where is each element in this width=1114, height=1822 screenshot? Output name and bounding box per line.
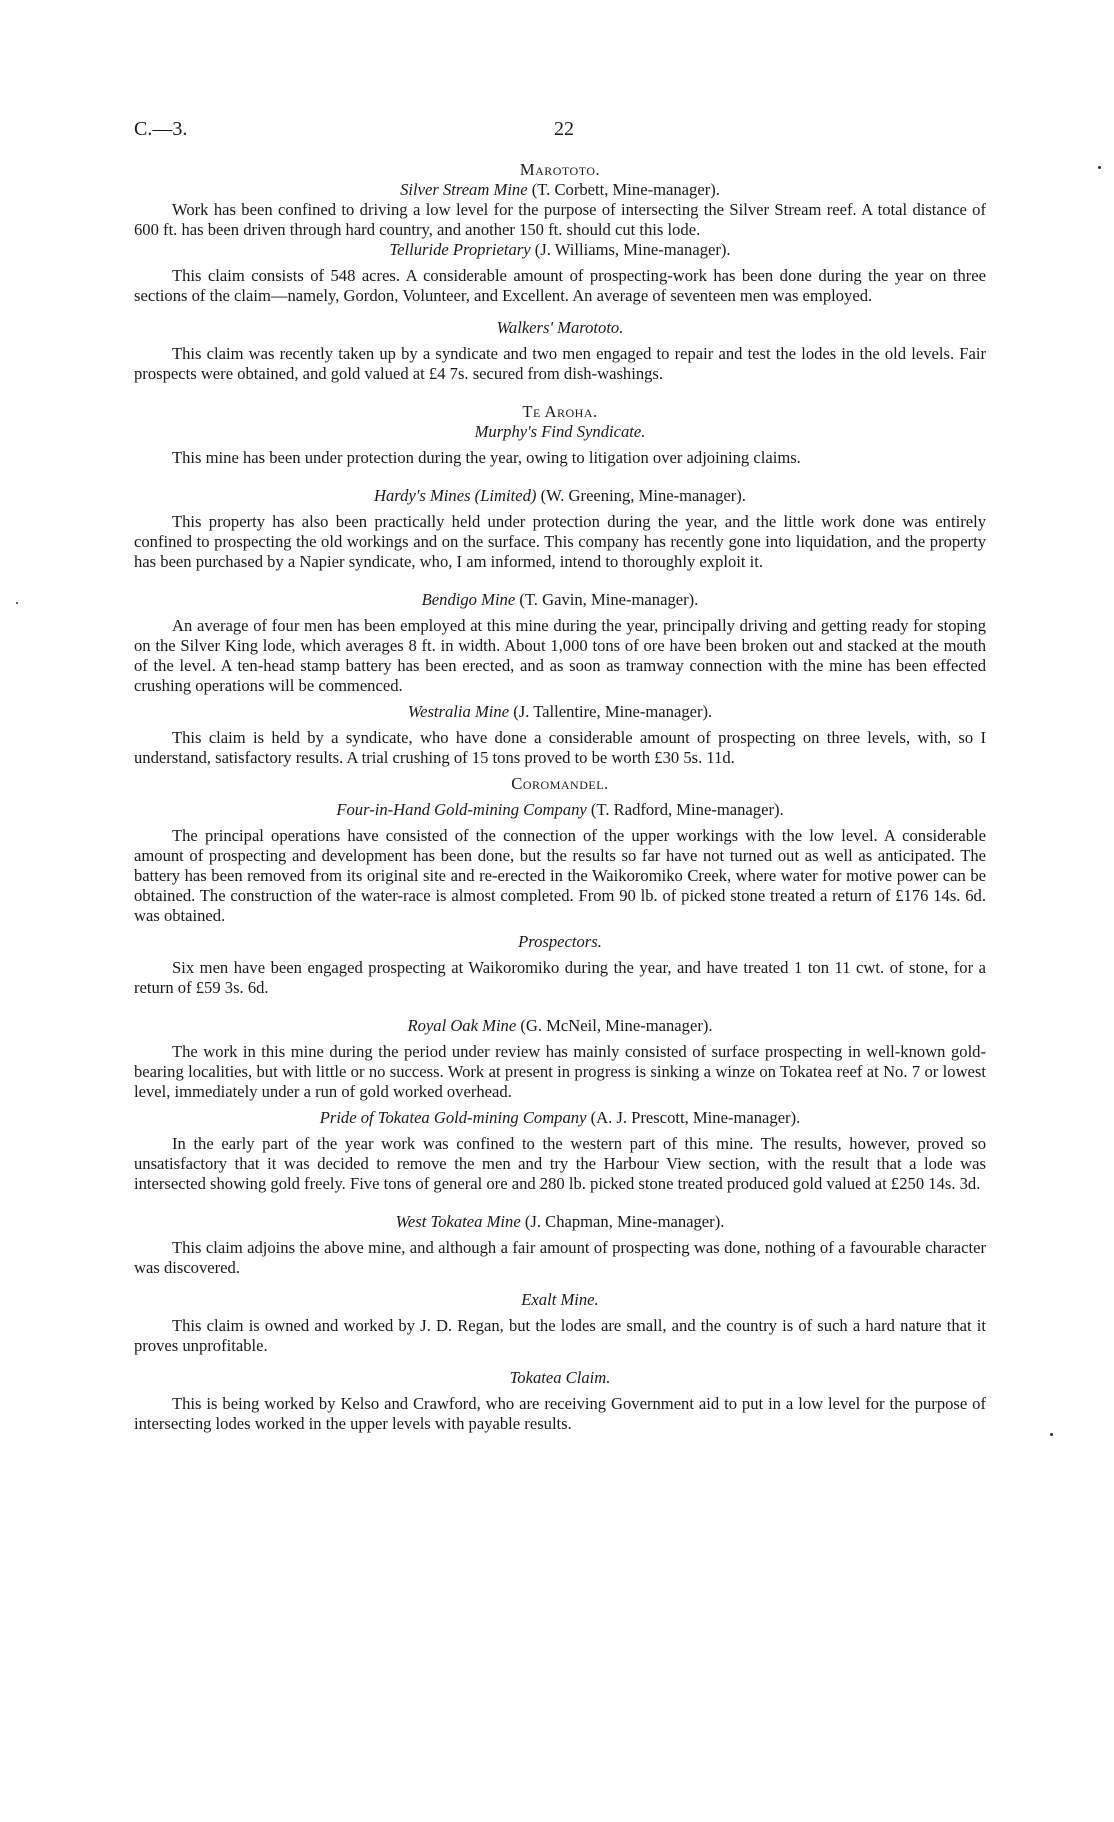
mine-name: Murphy's Find Syndicate. (474, 422, 646, 441)
mine-name: Pride of Tokatea Gold-mining Company (319, 1108, 587, 1127)
mine-name: West Tokatea Mine (395, 1212, 521, 1231)
paragraph-telluride: This claim consists of 548 acres. A considerable amount of prospecting-work has been done during the year on three sections of the claim—namely, Gordon, Volunteer, and Excellent. An average of seventeen men was employed. (134, 266, 986, 305)
mine-heading-pride-of-tokatea (134, 1108, 986, 1128)
paragraph-four-in-hand: The principal operations have consisted of the connection of the upper workings with the low level. A considerable amount of prospecting and development has been done, but the results so far have not turned out as well as anticipated. The battery has been removed from its original site and re-erected in the Waikoromiko Creek, where water for motive power can be obtained. The construction of the water-race is almost completed. From 90 lb. of picked stone treated a return of £176 14s. 6d. was obtained. (134, 826, 986, 925)
page-number: 22 (554, 118, 574, 140)
paragraph-bendigo: An average of four men has been employed at this mine during the year, principally driving and getting ready for stoping on the Silver King lode, which averages 8 ft. in width. About 1,000 tons of ore have been broken out and stacked at the mouth of the level. A ten-head stamp battery has been erected, and as soon as tramway connection with the mine has been effected crushing operations will be commenced. (134, 616, 986, 695)
paragraph-hardys: This property has also been practically held under protection during the year, and the little work done was entirely confined to prospecting the old workings and on the surface. This company has recently gone into liquidation, and the property has been purchased by a Napier syndicate, who, I am informed, intend to thoroughly exploit it. (134, 512, 986, 571)
mine-manager: (T. Corbett, Mine-manager). (531, 180, 720, 199)
mine-name: Four-in-Hand Gold-mining Company (336, 800, 587, 819)
page-body (134, 160, 986, 1434)
mine-manager: (A. J. Prescott, Mine-manager). (590, 1108, 801, 1127)
mine-name: Westralia Mine (407, 702, 510, 721)
mine-heading-walkers (134, 318, 986, 338)
mine-name: Tokatea Claim. (509, 1368, 611, 1387)
mine-heading-exalt (134, 1290, 986, 1310)
mine-manager: (J. Williams, Mine-manager). (534, 240, 731, 259)
mine-heading-murphys (134, 422, 986, 442)
mine-manager: (J. Tallentire, Mine-manager). (513, 702, 713, 721)
district-heading-coromandel: Coromandel. (511, 774, 609, 793)
district-heading-te-aroha: Te Aroha. (522, 402, 598, 421)
mine-name: Walkers' Marototo. (496, 318, 624, 337)
mine-heading-bendigo (134, 590, 986, 610)
mine-heading-prospectors (134, 932, 986, 952)
paragraph-silver-stream: Work has been confined to driving a low level for the purpose of intersecting the Silver Stream reef. A total distance of 600 ft. has been driven through hard country, and another 150 ft. should cut this lode. (134, 200, 986, 239)
mine-heading-four-in-hand (134, 800, 986, 820)
paragraph-tokatea-claim: This is being worked by Kelso and Crawford, who are receiving Government aid to put in a low level for the purpose of intersecting lodes worked in the upper levels with payable results. (134, 1394, 986, 1433)
paragraph-murphys: This mine has been under protection during the year, owing to litigation over adjoining claims. (172, 448, 801, 467)
scan-speck (1050, 1433, 1053, 1436)
document-code: C.—3. (134, 118, 188, 140)
mine-name: Hardy's Mines (Limited) (374, 486, 537, 505)
mine-name: Exalt Mine. (521, 1290, 599, 1309)
mine-manager: (J. Chapman, Mine-manager). (524, 1212, 725, 1231)
mine-manager: (T. Radford, Mine-manager). (590, 800, 784, 819)
mine-name: Silver Stream Mine (400, 180, 528, 199)
mine-manager: (T. Gavin, Mine-manager). (519, 590, 699, 609)
mine-manager: (W. Greening, Mine-manager). (540, 486, 746, 505)
mine-heading-west-tokatea (134, 1212, 986, 1232)
paragraph-royal-oak: The work in this mine during the period under review has mainly consisted of surface prospecting in well-known gold-bearing localities, but with little or no success. Work at present in progress is sinking a winze on Tokatea reef at No. 7 or lowest level, immediately under a run of gold worked overhead. (134, 1042, 986, 1101)
mine-heading-tokatea-claim (134, 1368, 986, 1388)
district-heading-marototo: Marototo. (519, 160, 601, 179)
mine-name: Prospectors. (518, 932, 602, 951)
scan-speck (1098, 166, 1101, 169)
running-header (134, 118, 1014, 144)
mine-name: Telluride Proprietary (389, 240, 531, 259)
paragraph-prospectors: Six men have been engaged prospecting at Waikoromiko during the year, and have treated 1 ton 11 cwt. of stone, for a return of £59 3s. 6d. (134, 958, 986, 997)
paragraph-pride-of-tokatea: In the early part of the year work was confined to the western part of this mine. The results, however, proved so unsatisfactory that it was decided to remove the men and try the Harbour View section, with the result that a lode was intersected showing gold freely. Five tons of general ore and 280 lb. picked stone treated produced gold valued at £250 14s. 3d. (134, 1134, 986, 1193)
paragraph-westralia: This claim is held by a syndicate, who have done a considerable amount of prospecting on three levels, with, so I understand, satisfactory results. A trial crushing of 15 tons proved to be worth £30 5s. 11d. (134, 728, 986, 767)
mine-heading-westralia (134, 702, 986, 722)
paragraph-west-tokatea: This claim adjoins the above mine, and although a fair amount of prospecting was done, nothing of a favourable character was discovered. (134, 1238, 986, 1277)
scan-speck (16, 602, 18, 604)
mine-heading-silver-stream (134, 180, 986, 200)
paragraph-exalt: This claim is owned and worked by J. D. Regan, but the lodes are small, and the country is of such a hard nature that it proves unprofitable. (134, 1316, 986, 1355)
mine-heading-hardys (134, 486, 986, 506)
paragraph-walkers: This claim was recently taken up by a syndicate and two men engaged to repair and test the lodes in the old levels. Fair prospects were obtained, and gold valued at £4 7s. secured from dish-washings. (134, 344, 986, 383)
mine-name: Bendigo Mine (421, 590, 516, 609)
mine-name: Royal Oak Mine (407, 1016, 517, 1035)
mine-heading-telluride (134, 240, 986, 260)
mine-heading-royal-oak (134, 1016, 986, 1036)
mine-manager: (G. McNeil, Mine-manager). (520, 1016, 713, 1035)
